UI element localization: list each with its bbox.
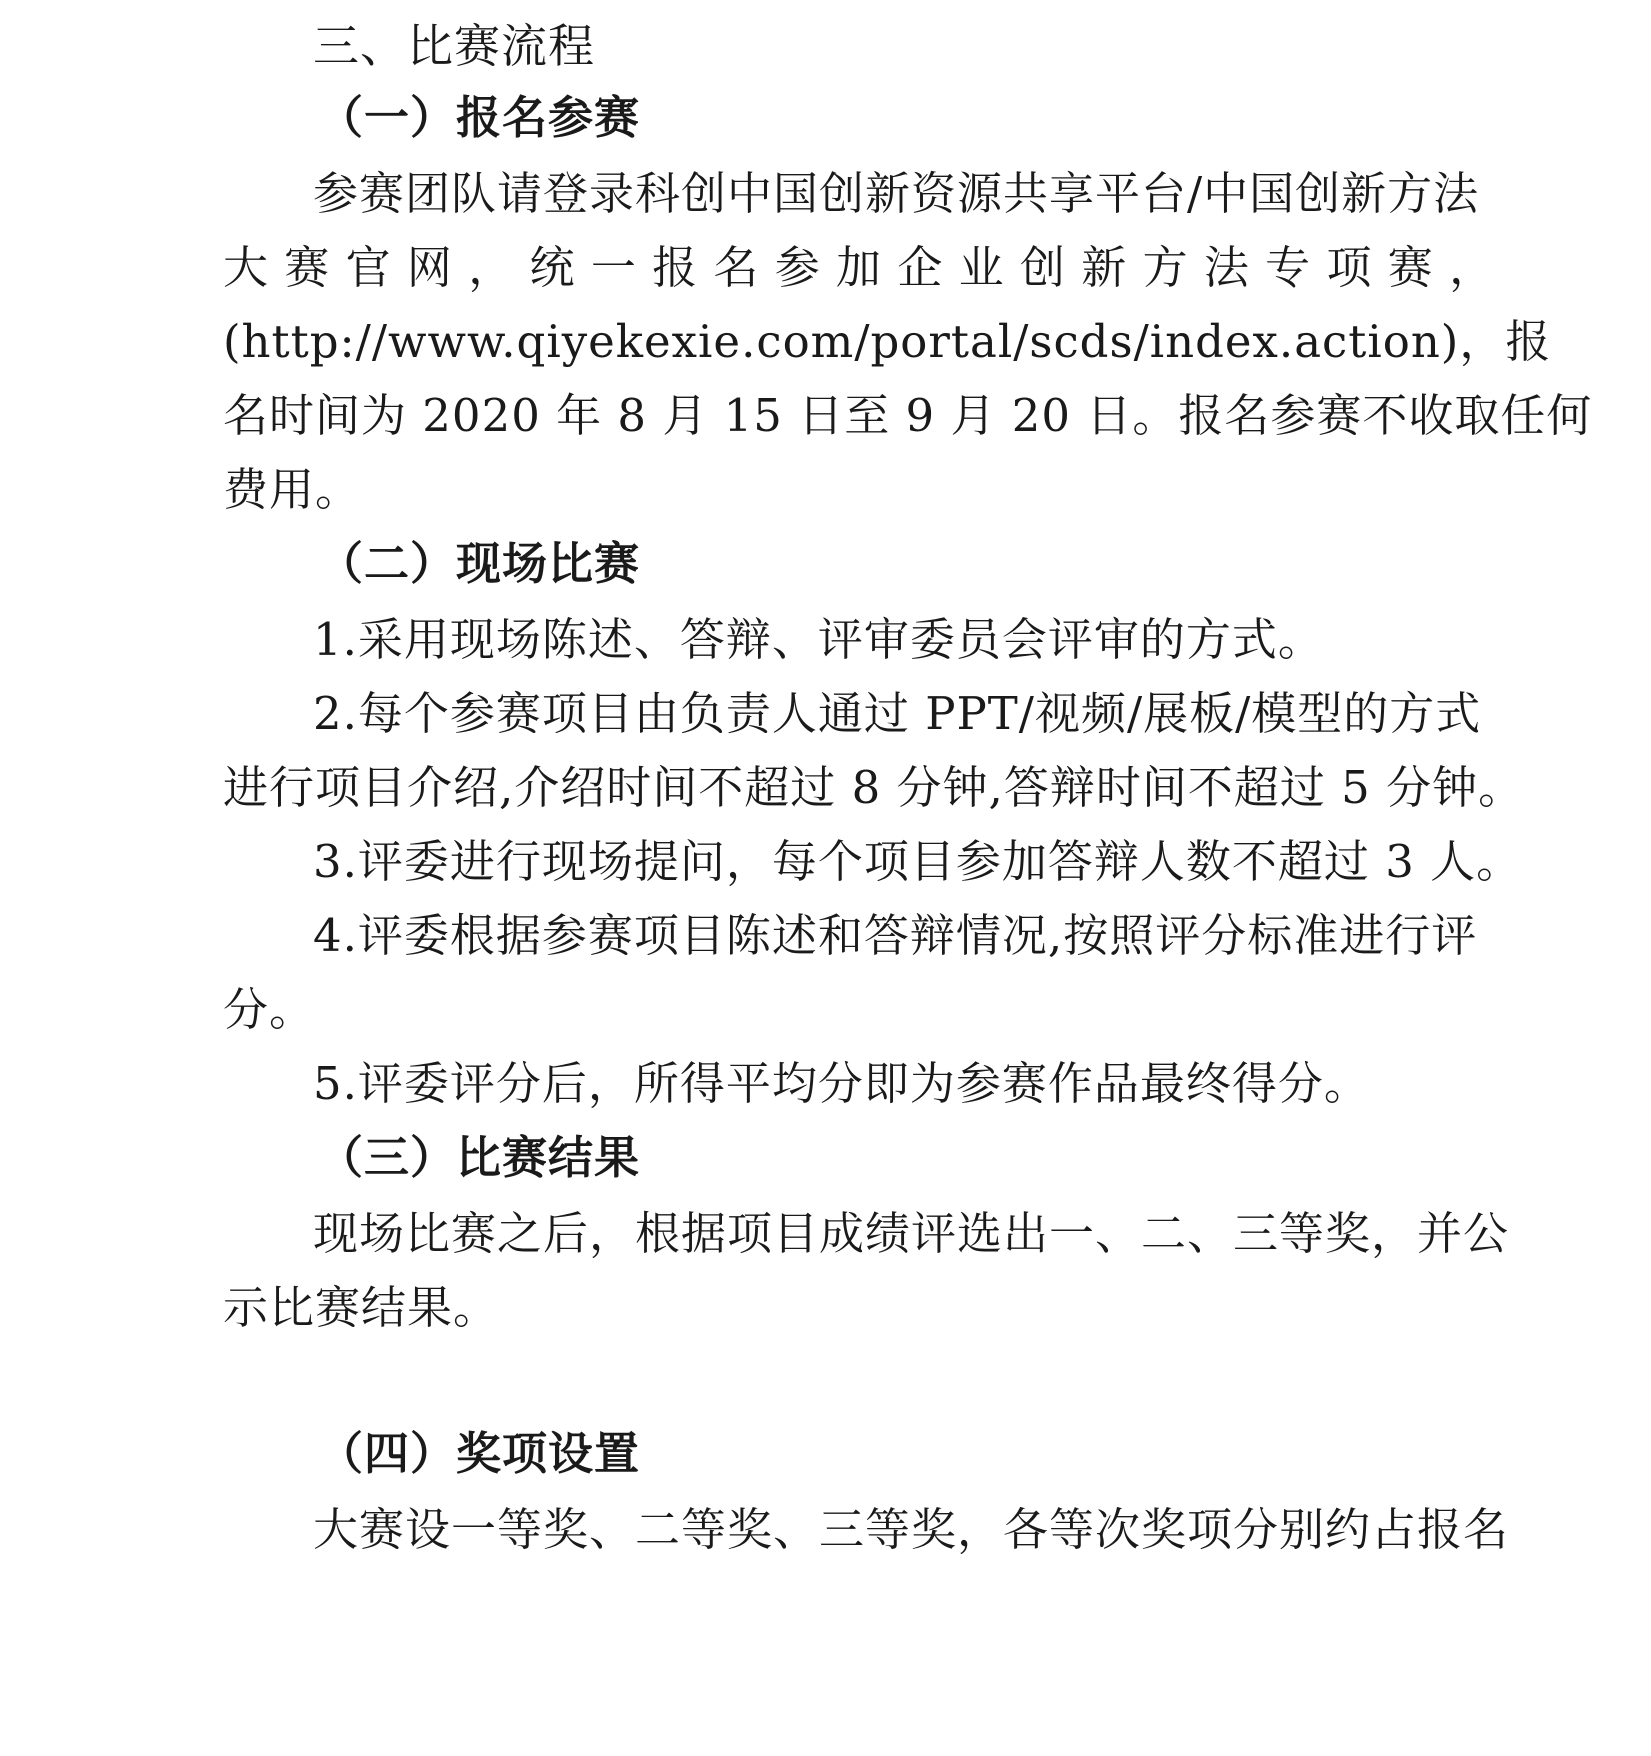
- heading-registration: （一）报名参赛: [318, 91, 641, 144]
- list-item: 2.每个参赛项目由负责人通过 PPT/视频/展板/模型的方式: [313, 687, 1482, 740]
- paragraph-line: 费用。: [223, 463, 362, 516]
- paragraph-line: 大赛设一等奖、二等奖、三等奖，各等次奖项分别约占报名: [313, 1503, 1510, 1556]
- paragraph-line: 名时间为 2020 年 8 月 15 日至 9 月 20 日。报名参赛不收取任何: [223, 389, 1593, 442]
- list-item-continued: 进行项目介绍,介绍时间不超过 8 分钟,答辩时间不超过 5 分钟。: [223, 761, 1525, 814]
- paragraph-line: 现场比赛之后，根据项目成绩评选出一、二、三等奖，并公: [313, 1207, 1510, 1260]
- list-item-continued: 分。: [223, 983, 316, 1036]
- list-item: 4.评委根据参赛项目陈述和答辩情况,按照评分标准进行评: [313, 909, 1478, 962]
- section-title: 三、比赛流程: [313, 19, 595, 73]
- list-item: 1.采用现场陈述、答辩、评审委员会评审的方式。: [313, 613, 1324, 666]
- heading-award-settings: （四）奖项设置: [318, 1427, 641, 1480]
- paragraph-line-url: (http://www.qiyekexie.com/portal/scds/index.action)，报: [223, 315, 1552, 368]
- list-item: 3.评委进行现场提问，每个项目参加答辩人数不超过 3 人。: [313, 835, 1523, 888]
- list-item: 5.评委评分后，所得平均分即为参赛作品最终得分。: [313, 1057, 1370, 1110]
- paragraph-line: 参赛团队请登录科创中国创新资源共享平台/中国创新方法: [313, 167, 1480, 220]
- paragraph-line: 大 赛 官 网 ， 统 一 报 名 参 加 企 业 创 新 方 法 专 项 赛 ，: [223, 241, 1496, 294]
- heading-onsite-competition: （二）现场比赛: [318, 537, 641, 590]
- heading-competition-results: （三）比赛结果: [318, 1131, 641, 1184]
- paragraph-line: 示比赛结果。: [223, 1281, 500, 1334]
